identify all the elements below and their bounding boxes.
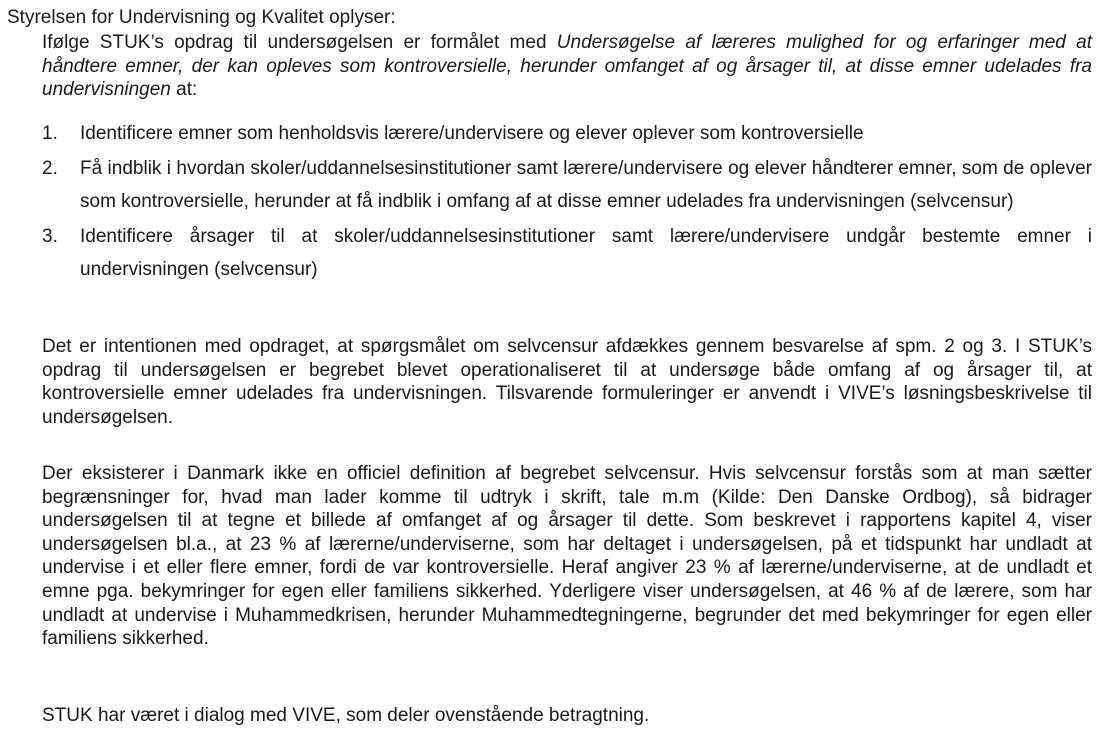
paragraph-intention: Det er intentionen med opdraget, at spørgsmålet om selvcensur afdækkes gennem besvarelse af spm. 2 og 3. I STUK’s opdrag til undersøgelsen er begrebet blevet operationaliseret til at undersøge både omfang af og årsager til, at kontroversielle emner udelades fra undervisningen. Tilsvarende formuleringer er anvendt i VIVE’s løsningsbeskrivelse til undersøgelsen. [42,336,1092,428]
list-item [42,152,1092,218]
document-heading: Styrelsen for Undervisning og Kvalitet oplyser: [7,7,396,28]
list-item-text: Få indblik i hvordan skoler/uddannelsesinstitutioner samt lærere/undervisere og elever håndterer emner, som de oplever som kontroversielle, herunder at få indblik i omfang af at disse emner udelades fra undervisningen (selvcensur) [80,158,1092,212]
intro-text-before: Ifølge STUK’s opdrag til undersøgelsen er formålet med [42,32,557,53]
list-item-number: 2. [42,158,58,179]
objectives-list [42,117,1092,288]
paragraph-dialog: STUK har været i dialog med VIVE, som deler ovenstående betragtning. [42,705,650,726]
list-item [42,220,1092,286]
intro-paragraph [42,31,1092,102]
intro-text-after: at: [170,79,198,101]
paragraph-definition: Der eksisterer i Danmark ikke en officiel definition af begrebet selvcensur. Hvis selvcensur forstås som at man sætter begrænsninger for, hvad man lader komme til udtryk i skrift, tale m.m (Kilde: Den Danske Ordbog), så bidrager undersøgelsen til at tegne et billede af omfanget af og årsager til dette. Som beskrevet i rapportens kapitel 4, viser undersøgelsen bl.a., at 23 % af lærerne/underviserne, som har deltaget i undersøgelsen, på et tidspunkt har undladt at undervise i et eller flere emner, fordi de var kontroversielle. Heraf angiver 23 % af lærerne/underviserne, at de undladt et emne pga. bekymringer for egen eller familiens sikkerhed. Yderligere viser undersøgelsen, at 46 % af de lærere, som har undladt at undervise i Muhammedkrisen, herunder Muhammedtegningerne, begrunder det med bekymringer for egen eller familiens sikkerhed. [42,463,1092,650]
list-item-text: Identificere årsager til at skoler/uddannelsesinstitutioner samt lærere/undervisere undgår bestemte emner i undervisningen (selvcensur) [80,226,1092,280]
list-item-number: 3. [42,226,58,247]
list-item [42,117,1092,150]
list-item-number: 1. [42,123,58,144]
list-item-text: Identificere emner som henholdsvis lærere/undervisere og elever oplever som kontroversielle [80,123,864,144]
intro-emphasis: Undersøgelse af læreres mulighed for og erfaringer med at håndtere emner, der kan opleves som kontroversielle, herunder omfanget af og årsager til, at disse emner udelades fra undervisningen [42,32,1092,101]
